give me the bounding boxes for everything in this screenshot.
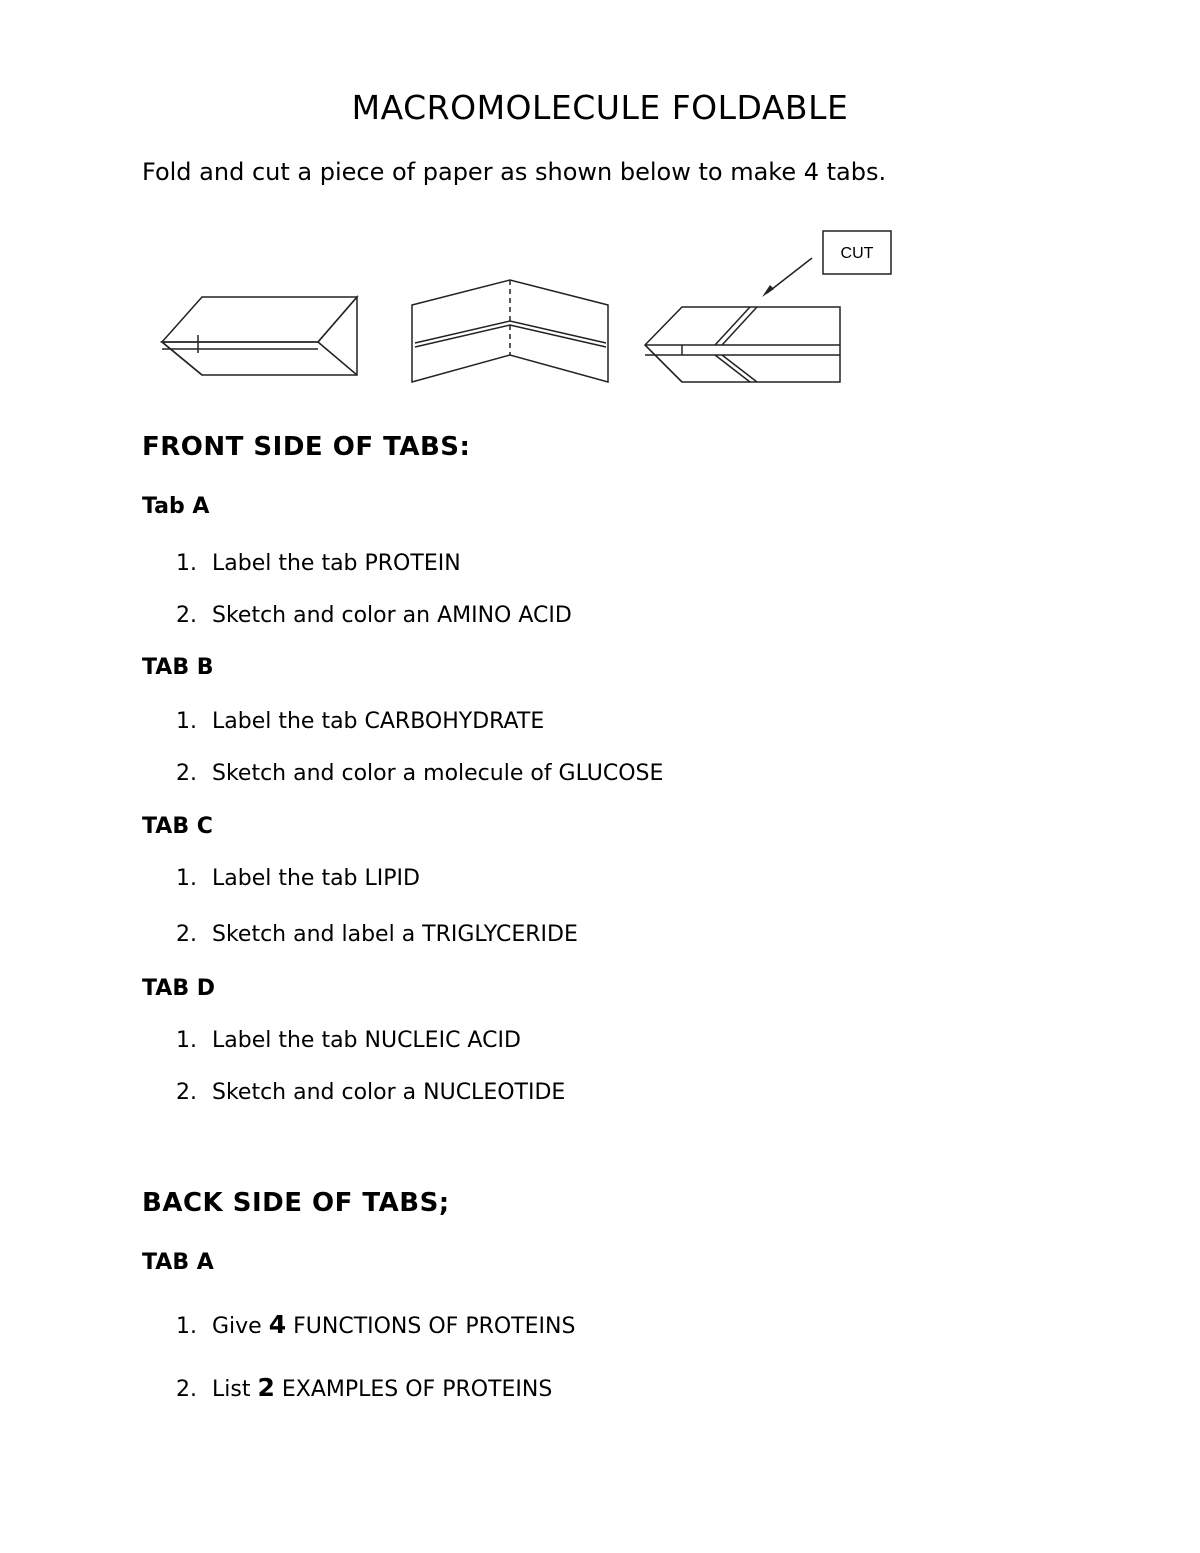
item-number: 2. bbox=[176, 761, 197, 786]
item-number: 1. bbox=[176, 709, 197, 734]
item-number: 1. bbox=[176, 1028, 197, 1053]
item-count: 4 bbox=[268, 1310, 287, 1339]
item-number: 2. bbox=[176, 1080, 197, 1105]
item-number: 2. bbox=[176, 1377, 197, 1402]
item-text-pre: Give bbox=[212, 1314, 269, 1339]
back-side-heading: BACK SIDE OF TABS; bbox=[142, 1188, 450, 1218]
item-text: Label the tab CARBOHYDRATE bbox=[212, 709, 545, 734]
item-text: Label the tab PROTEIN bbox=[212, 551, 461, 576]
item-number: 1. bbox=[176, 551, 197, 576]
item-text-post: EXAMPLES OF PROTEINS bbox=[274, 1377, 553, 1402]
folding-diagram bbox=[150, 225, 910, 400]
item-text: Label the tab NUCLEIC ACID bbox=[212, 1028, 521, 1053]
list-item bbox=[176, 603, 572, 628]
list-item bbox=[176, 922, 578, 947]
front-tab-d-label: TAB D bbox=[142, 976, 216, 1001]
cut-arrow bbox=[767, 258, 812, 293]
item-number: 1. bbox=[176, 1314, 197, 1339]
list-item bbox=[176, 1373, 552, 1402]
item-text: Label the tab LIPID bbox=[212, 866, 420, 891]
list-item bbox=[176, 709, 544, 734]
fold-step-2-illustration bbox=[412, 280, 608, 382]
item-text-pre: List bbox=[212, 1377, 258, 1402]
item-number: 2. bbox=[176, 922, 197, 947]
item-count: 2 bbox=[257, 1373, 275, 1402]
item-number: 2. bbox=[176, 603, 197, 628]
list-item bbox=[176, 1310, 575, 1339]
fold-step-3-illustration bbox=[645, 307, 840, 382]
item-text: Sketch and color an AMINO ACID bbox=[212, 603, 572, 628]
cut-label: CUT bbox=[840, 245, 874, 262]
back-tab-a-label: TAB A bbox=[142, 1250, 214, 1275]
item-text: Sketch and color a NUCLEOTIDE bbox=[212, 1080, 566, 1105]
item-text-post: FUNCTIONS OF PROTEINS bbox=[286, 1314, 576, 1339]
list-item bbox=[176, 1028, 521, 1053]
list-item bbox=[176, 551, 461, 576]
item-text: Sketch and label a TRIGLYCERIDE bbox=[212, 922, 578, 947]
item-text: Sketch and color a molecule of GLUCOSE bbox=[212, 761, 664, 786]
cut-arrow-head bbox=[762, 285, 774, 297]
list-item bbox=[176, 866, 420, 891]
front-tab-b-label: TAB B bbox=[142, 655, 214, 680]
front-side-heading: FRONT SIDE OF TABS: bbox=[142, 432, 471, 462]
intro-text: Fold and cut a piece of paper as shown below to make 4 tabs. bbox=[142, 158, 887, 186]
front-tab-c-label: TAB C bbox=[142, 814, 213, 839]
list-item bbox=[176, 761, 663, 786]
page-title: MACROMOLECULE FOLDABLE bbox=[351, 88, 849, 127]
fold-step-1-illustration bbox=[162, 297, 357, 375]
item-number: 1. bbox=[176, 866, 197, 891]
list-item bbox=[176, 1080, 565, 1105]
front-tab-a-label: Tab A bbox=[142, 494, 210, 519]
